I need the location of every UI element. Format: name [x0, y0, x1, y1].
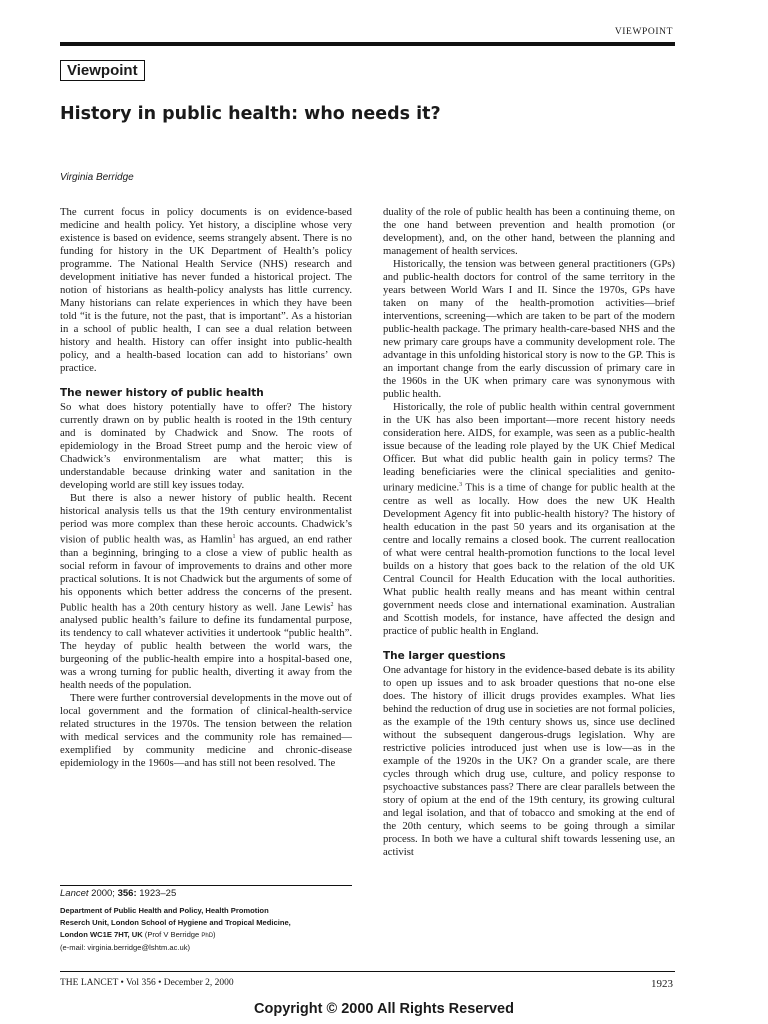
journal-footer: THE LANCET • Vol 356 • December 2, 2000	[60, 978, 234, 988]
paragraph: Historically, the tension was between general practitioners (GPs) and public-health doctors for control of the same territory in the years between World Wars I and II. Since the 1970s, GPs have taken on many of the health-promotion activities—brief interventions, screening—which are taken to be part of the modern public-health package. The primary health-care-based NHS and the new primary care groups have a community development role. The advantage in this unfolding historical story is now to the GP. This is an important change from the early discussion of primary care in the 1960s in the UK when primary care was synonymous with public health.	[383, 258, 675, 400]
citation	[60, 888, 352, 899]
affiliation-degree: PhD	[201, 933, 214, 939]
paragraph: duality of the role of public health has been a continuing theme, on the one hand between prevention and health promotion (or development), and, on the other hand, between the planning and management of health services.	[383, 206, 675, 257]
affiliation-line: Reserch Unit, London School of Hygiene and Tropical Medicine,	[60, 918, 291, 927]
paragraph: One advantage for history in the evidence-based debate is its ability to open up issues and to ask broader questions that no-one else does. The history of illicit drugs provides examples. What lies behind the reduction of drug use in societies are not formal policies, as the example of the 19th century shows us, since use declined without the subsequent dangerous-drugs legislation. Why are restrictive policies introduced just when use is low—as in the example of the 1920s in the UK? On a grander scale, are there cycles through which drug use, culture, and policy response to psychoactive substances pass? There are clear parallels between the story of opium at the end of the 19th century, its growing cultural and legal isolation, and that of tobacco and smoking at the end of the 20th century, which seems to be going through a similar process. In both we have a cultural shift towards lessening use, an activist	[383, 663, 675, 858]
paragraph: The current focus in policy documents is on evidence-based medicine and health policy. Yet history, a discipline whose very existence is based on evidence, seems strangely absent. There is no funding for history in the UK Department of Health’s policy programme. The National Health Service (NHS) research and development initiative has never funded a historical project. The notion of historians as health-policy analysts has little currency. Many historians can relate experiences in which they have been told “it is the future, not the past, that is important”. As a historian in a school of public health, I can see a dual relation between history and health. History can offer insight into public-health policy, and a health-based location can add to historians’ own practice.	[60, 206, 352, 374]
footer-rule	[60, 971, 675, 972]
text-run: has argued, an end rather than a beginning, bringing to a close a view of public health as social reform in favour of improvements to drains and other more practical solutions. It is not Chadwick but the arguments of some of his opponents which better address the concerns of the present. Public health has a 20th century history as well. Jane Lewis	[60, 533, 352, 614]
affiliation-close: )	[213, 930, 216, 939]
affiliation-address: London WC1E 7HT, UK	[60, 930, 143, 939]
citation-pages: 1923–25	[136, 888, 177, 899]
author-affiliation	[60, 905, 352, 954]
text-run: has analysed public health’s failure to define its fundamental purpose, its tendency to call whatever activities it undertook “public health”. The heyday of public health between the world wars, the burgeoning of the public-health empire into a hospital-based one, was a wrong turning for public health, diverting it away from the health needs of the population.	[60, 601, 352, 692]
reference-marker: 1	[232, 534, 236, 540]
reference-marker: 3	[459, 482, 463, 488]
paragraph	[60, 492, 352, 692]
text-run: This is a time of change for public health at the centre as well as locally. How does the new UK Health Development Agency fit into public-health history? The history of health education in the past 50 years and its organisation at the centre and locally remains a closed book. The current reallocation of what were central health-promotion functions to the local level builds on a history that goes back to the relation of the old UK Central Council for Health Education with the local authorities. What public health really means and has meant within central government needs close and international examination. Australian and Scottish models, for instance, have affected the design and practice of public health in England.	[383, 481, 675, 637]
paragraph	[383, 401, 675, 638]
page-number: 1923	[651, 978, 673, 990]
paragraph: So what does history potentially have to offer? The history currently drawn on by public health is rooted in the 19th century and is dominated by Chadwick and Snow. The roots of epidemiology in the Broad Street pump and the heroic view of Chadwick’s environmentalism are what matter; this is understandable because drinking water and sanitation in the developing world are still key issues today.	[60, 401, 352, 491]
affiliation-person: (Prof V Berridge	[142, 930, 202, 939]
paragraph: There were further controversial developments in the move out of local government and the formation of clinical-health-service related structures in the 1970s. The tension between the relation with medical services and the community role has remained—exemplified by community medicine and chronic-disease epidemiology in the 1960s—and has still not been resolved. The	[60, 692, 352, 770]
author-name: Virginia Berridge	[60, 172, 134, 183]
copyright-notice: Copyright © 2000 All Rights Reserved	[254, 1001, 514, 1017]
citation-rule	[60, 885, 352, 886]
text-run: Historically, the role of public health within central government in the UK has also been important—more recent history needs consideration here. AIDS, for example, was seen as a public-health issue because of the leading role played by the UK Chief Medical Officer. But what did public health gain in policy terms? The leading beneficiaries were the clinical specialities and genito-urinary medicine.	[383, 401, 675, 494]
affiliation-line: Department of Public Health and Policy, Health Promotion	[60, 906, 269, 915]
affiliation-email[interactable]: (e-mail: virginia.berridge@lshtm.ac.uk)	[60, 943, 191, 952]
citation-volume: 356:	[117, 888, 137, 899]
section-heading: The larger questions	[383, 649, 506, 662]
text-run: But there is also a newer history of public health. Recent historical analysis tells us that the 19th century environmentalist period was more complex than these heroic accounts. Chadwick’s vision of public health was, as Hamlin	[60, 492, 352, 546]
section-heading: The newer history of public health	[60, 387, 264, 399]
running-section-header: VIEWPOINT	[614, 27, 673, 37]
citation-journal: Lancet	[60, 888, 89, 899]
article-title: History in public health: who needs it?	[60, 104, 441, 124]
citation-year: 2000;	[88, 888, 118, 899]
right-column	[383, 206, 675, 859]
left-column	[60, 206, 352, 770]
affiliation-line	[60, 929, 352, 942]
top-rule	[60, 42, 675, 46]
section-label-box: Viewpoint	[60, 60, 145, 81]
reference-marker: 2	[330, 601, 334, 608]
